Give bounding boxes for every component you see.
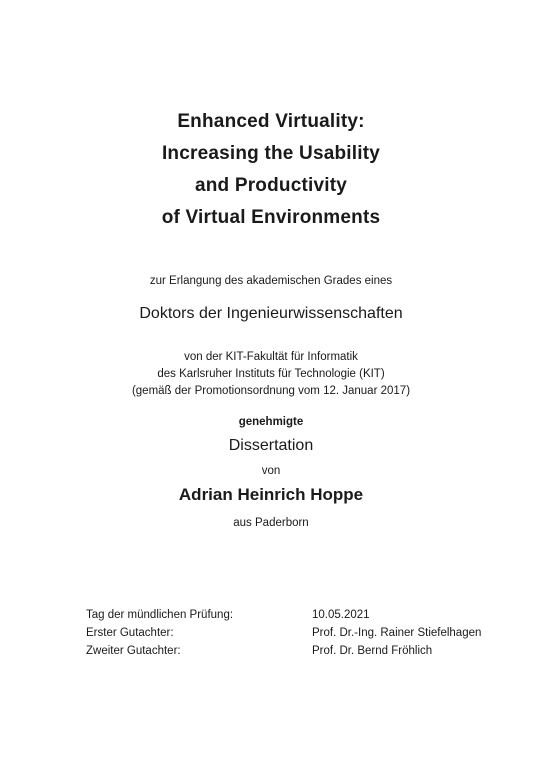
- title-line: Enhanced Virtuality:: [177, 111, 365, 132]
- info-value: Prof. Dr.-Ing. Rainer Stiefelhagen: [312, 627, 482, 639]
- info-label: Erster Gutachter:: [86, 627, 174, 639]
- approved-label: genehmigte: [238, 416, 304, 428]
- dissertation-title: [0, 106, 542, 234]
- examination-info: [86, 606, 482, 660]
- document-type: Dissertation: [228, 437, 314, 454]
- info-row-second-reviewer: [86, 642, 466, 660]
- by-label: von: [261, 465, 281, 477]
- author-origin: aus Paderborn: [233, 517, 309, 529]
- info-value: Prof. Dr. Bernd Fröhlich: [312, 645, 433, 657]
- title-line: and Productivity: [194, 175, 348, 196]
- faculty-line: (gemäß der Promotionsordnung vom 12. Januar 2017): [131, 385, 411, 397]
- info-row-exam-date: [86, 606, 466, 624]
- info-label: Tag der mündlichen Prüfung:: [86, 609, 234, 621]
- info-label: Zweiter Gutachter:: [86, 645, 181, 657]
- faculty-line: des Karlsruher Instituts für Technologie (KIT): [157, 368, 385, 380]
- title-line: Increasing the Usability: [161, 143, 381, 164]
- author-name: Adrian Heinrich Hoppe: [178, 485, 364, 504]
- info-row-first-reviewer: [86, 624, 482, 642]
- degree-name: Doktors der Ingenieurwissenschaften: [139, 305, 403, 322]
- info-value: 10.05.2021: [312, 609, 370, 621]
- purpose-line: zur Erlangung des akademischen Grades eines: [149, 275, 393, 287]
- faculty-line: von der KIT-Fakultät für Informatik: [184, 351, 358, 363]
- title-line: of Virtual Environments: [161, 207, 381, 228]
